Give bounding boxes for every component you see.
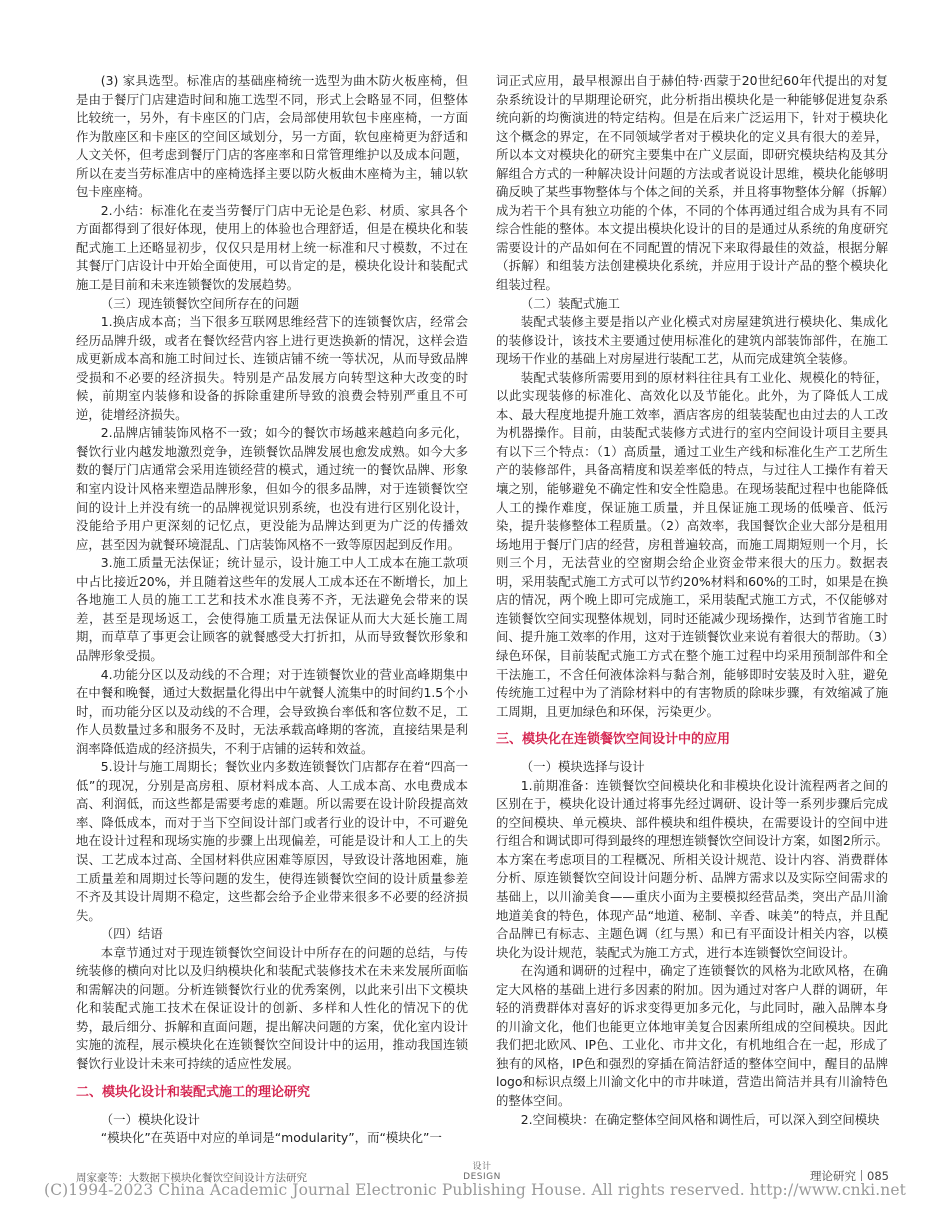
- paragraph: “模块化”在英语中对应的单词是“modularity”，而“模块化”一: [100, 1130, 442, 1146]
- section-name: 理论研究: [810, 1169, 857, 1183]
- paragraph: 2.品牌店铺装饰风格不一致；如今的餐饮市场越来越趋向多元化，餐饮行业内越发地激烈竞争，连锁餐饮品牌发展也愈发成熟。如今大多数的餐厅门店通常会采用连锁经营的模式，通过统一的餐饮品牌、形象和室内设计风格来塑造品牌形象，但如今的很多品牌，对于连锁餐饮空间的设计上并没有统一的品牌视觉识别系统，也没有进行区别化设计，没能给予用户更深刻的记忆点，更没能为品牌达到更为广泛的传播效应，甚至因为就餐环境混乱、门店装饰风格不一致等原因起到反作用。: [76, 425, 468, 552]
- paragraph: 装配式装修所需要用到的原材料往往具有工业化、规模化的特征，以此实现装修的标准化、高效化以及节能化。此外，为了降低人工成本、最大程度地提升施工效率，酒店客房的组装装配也由过去的人工改为机器操作。目前，由装配式装修方式进行的室内空间设计项目主要具有以下三个特点：（1）高质量，通过工业生产线和标准化生产工艺所生产的装修部件，具备高精度和误差率低的特点，与过往人工操作有着天壤之别，能够避免不确定性和安全性隐患。在现场装配过程中也能降低人工的操作难度，保证施工质量，并且保证施工现场的低噪音、低污染，提升装修整体工程质量。（2）高效率，我国餐饮企业大部分是租用场地用于餐厅门店的经营，房租普遍较高，而施工周期短则一个月，长则三个月，无法营业的空窗期会给企业资金带来很大的压力。数据表明，采用装配式施工方式可以节约20%材料和60%的工时，如果是在换店的情况，两个晚上即可完成施工，采用装配式施工方式，不仅能够对连锁餐饮空间实现整体规划，同时还能减少现场操作，达到节省施工时间、提升施工效率的作用，这对于连锁餐饮业来说有着很大的帮助。（3）绿色环保，目前装配式施工方式在整个施工过程中均采用预制部件和全干法施工，不含任何液体涂料与黏合剂，能够即时安装及时入驻，避免传统施工过程中为了消除材料中的有害物质的除味步骤，有效缩减了施工周期，且更加绿色和环保，污染更少。: [496, 369, 888, 719]
- paragraph: （三）现连锁餐饮空间所存在的问题: [100, 295, 300, 311]
- paragraph: （二）装配式施工: [520, 295, 620, 311]
- journal-logo: [462, 1162, 502, 1182]
- paragraph: 装配式装修主要是指以产业化模式对房屋建筑进行模块化、集成化的装修设计，该技术主要通过使用标准化的建筑内部装饰部件，在施工现场干作业的基础上对房屋进行装配工艺，从而完成建筑全装修。: [496, 314, 888, 367]
- copyright-watermark: (C)1994-2023 China Academic Journal Electronic Publishing House. All rights reserved. http://www.cnki.net: [44, 1181, 906, 1199]
- paragraph: 3.施工质量无法保证；统计显示，设计施工中人工成本在施工款项中占比接近20%，并且随着这些年的发展人工成本还在不断增长，加上各地施工人员的施工工艺和技术水准良莠不齐，无法避免会带来的误差，甚至是现场返工，会使得施工质量无法保证从而大大延长施工周期，而草草了事更会让顾客的就餐感受大打折扣，从而导致餐饮形象和品牌形象受损。: [76, 555, 468, 663]
- section-heading: 三、模块化在连锁餐饮空间设计中的应用: [496, 732, 731, 748]
- paragraph: （四）结语: [100, 926, 163, 942]
- right-column: [496, 72, 888, 1129]
- paragraph: 1.前期准备：连锁餐饮空间模块化和非模块化设计流程两者之间的区别在于，模块化设计通过将事先经过调研、设计等一系列步骤后完成的空间模块、单元模块、部件模块和组件模块，在需要设计的空间中进行组合和调试即可得到最终的理想连锁餐饮空间设计方案，如图2所示。本方案在考虑项目的工程概况、所相关设计规范、设计内容、消费群体分析、原连锁餐饮空间设计问题分析、品牌方需求以及实际空间需求的基础上，以川渝美食——重庆小面为主要模拟经营品类，突出产品川渝地道美食的特色，体现产品“地道、秘制、辛香、味美”的特点，并且配合品牌已有标志、主题色调（红与黑）和已有平面设计相关内容，以模块化为设计规范，装配式为施工方式，进行本连锁餐饮空间设计。: [496, 777, 888, 960]
- left-column: [76, 72, 468, 1148]
- section-heading: 二、模块化设计和装配式施工的理论研究: [76, 1084, 311, 1100]
- paragraph: (3) 家具选型。标准店的基础座椅统一选型为曲木防火板座椅，但是由于餐厅门店建造时间和施工选型不同，形式上会略显不同，但整体比较统一，另外，有卡座区的门店，会局部使用软包卡座座椅，一方面作为散座区和卡座区的空间区域划分，另一方面，软包座椅更为舒适和人文关怀，但考虑到餐厅门店的客座率和日常管理维护以及成本问题，所以在麦当劳标准店中的座椅选择主要以防火板曲木座椅为主，辅以软包卡座座椅。: [76, 73, 468, 200]
- logo-en: DESIGN: [463, 1172, 501, 1182]
- paragraph: 词正式应用，最早根源出自于赫伯特·西蒙于20世纪60年代提出的对复杂系统设计的早期理论研究，此分析指出模块化是一种能够促进复杂系统向新的均衡演进的特定结构。但是在后来广泛运用下，针对于模块化这个概念的界定，在不同领域学者对于模块化的定义具有很大的差异，所以本文对模块化的研究主要集中在广义层面，即研究模块结构及其分解组合方式的一种解决设计问题的方法或者说设计思维，模块化能够明确反映了某些事物整体与个体之间的关系，并且将事物整体分解（拆解）成为若干个具有独立功能的个体，不同的个体再通过组合成为具有不同综合性能的整体。本文提出模块化设计的目的是通过从系统的角度研究需要设计的产品如何在不同配置的情况下来取得最佳的效益，根据分解（拆解）和组装方法创建模块化系统，并应用于设计产品的整个模块化组装过程。: [496, 73, 888, 293]
- logo-cn: 设计: [472, 1162, 492, 1172]
- paragraph: 1.换店成本高；当下很多互联网思维经营下的连锁餐饮店，经常会经历品牌升级，或者在餐饮经营内容上进行更迭换新的情况，这样会造成更新成本高和施工时间过长、连锁店铺不统一等状况，从而导致品牌受损和不必要的经济损失。特别是产品发展方向转型这种大改变的时候，前期室内装修和设备的拆除重建所导致的浪费会特别严重且不可逆，徒增经济损失。: [76, 314, 468, 422]
- paragraph: （一）模块化设计: [100, 1111, 200, 1127]
- paragraph: 在沟通和调研的过程中，确定了连锁餐饮的风格为北欧风格，在确定大风格的基础上进行多因素的附加。因为通过对客户人群的调研，年轻的消费群体对喜好的诉求变得更加多元化，与此同时，融入品牌本身的川渝文化，他们也能更立体地审美复合因素所组成的空间模块。因此我们把北欧风、IP色、工业化、市井文化，有机地组合在一起，形成了独有的风格，IP色和强烈的穿插在简洁舒适的整体空间中，醒目的品牌logo和标识点缀上川渝文化中的市井味道，营造出简洁并具有川渝特色的整体空间。: [496, 963, 888, 1108]
- page-number: 085: [867, 1169, 889, 1183]
- paragraph: 本章节通过对于现连锁餐饮空间设计中所存在的问题的总结，与传统装修的横向对比以及归纳模块化和装配式装修技术在未来发展所面临和需解决的问题。分析连锁餐饮行业的优秀案例，以此来引出下文模块化和装配式施工技术在保证设计的创新、多样和人性化的情况下的优势，最后细分、拆解和直面问题，提出解决问题的方案，优化室内设计实施的流程，展示模块化在连锁餐饮空间设计中的运用，推动我国连锁餐饮行业设计未来可持续的适应性发展。: [76, 944, 468, 1071]
- running-title: 周家豪等：大数据下模块化餐饮空间设计方法研究: [76, 1172, 307, 1184]
- paragraph: 2.小结：标准化在麦当劳餐厅门店中无论是色彩、材质、家具各个方面都得到了很好体现，使用上的体验也合理舒适，但是在模块化和装配式施工上还略显初步，仅仅只是用材上统一标准和尺寸模数，不过在其餐厅门店设计中开始全面使用，可以肯定的是，模块化设计和装配式施工是目前和未来连锁餐饮的发展趋势。: [76, 202, 468, 293]
- paragraph: 2.空间模块：在确定整体空间风格和调性后，可以深入到空间模块: [520, 1111, 880, 1127]
- paragraph: （一）模块选择与设计: [520, 759, 645, 775]
- paragraph: 5.设计与施工周期长；餐饮业内多数连锁餐饮门店都存在着“四高一低”的现况，分别是高房租、原材料成本高、人工成本高、水电费成本高、利润低，而这些都是需要考虑的难题。所以需要在设计阶段提高效率、降低成本，而对于当下空间设计部门或者行业的设计中，不可避免地在设计过程和现场实施的步骤上出现偏差，可能是设计和人工上的失误、工艺成本过高、全国材料供应困难等原因，导致设计落地困难，施工质量差和周期过长等问题的发生，使得连锁餐饮空间的设计质量参差不齐及其设计周期不稳定，这些都会给予企业带来很多不必要的经济损失。: [76, 759, 468, 923]
- footer-divider: [861, 1170, 862, 1181]
- paragraph: 4.功能分区以及动线的不合理；对于连锁餐饮业的营业高峰期集中在中餐和晚餐，通过大数据量化得出中午就餐人流集中的时间约1.5个小时，而功能分区以及动线的不合理，会导致换台率低和客位数不足，工作人员数量过多和服务不及时，无法承载高峰期的客流，直接结果是利润率降低造成的经济损失，不利于店铺的运转和效益。: [76, 666, 468, 756]
